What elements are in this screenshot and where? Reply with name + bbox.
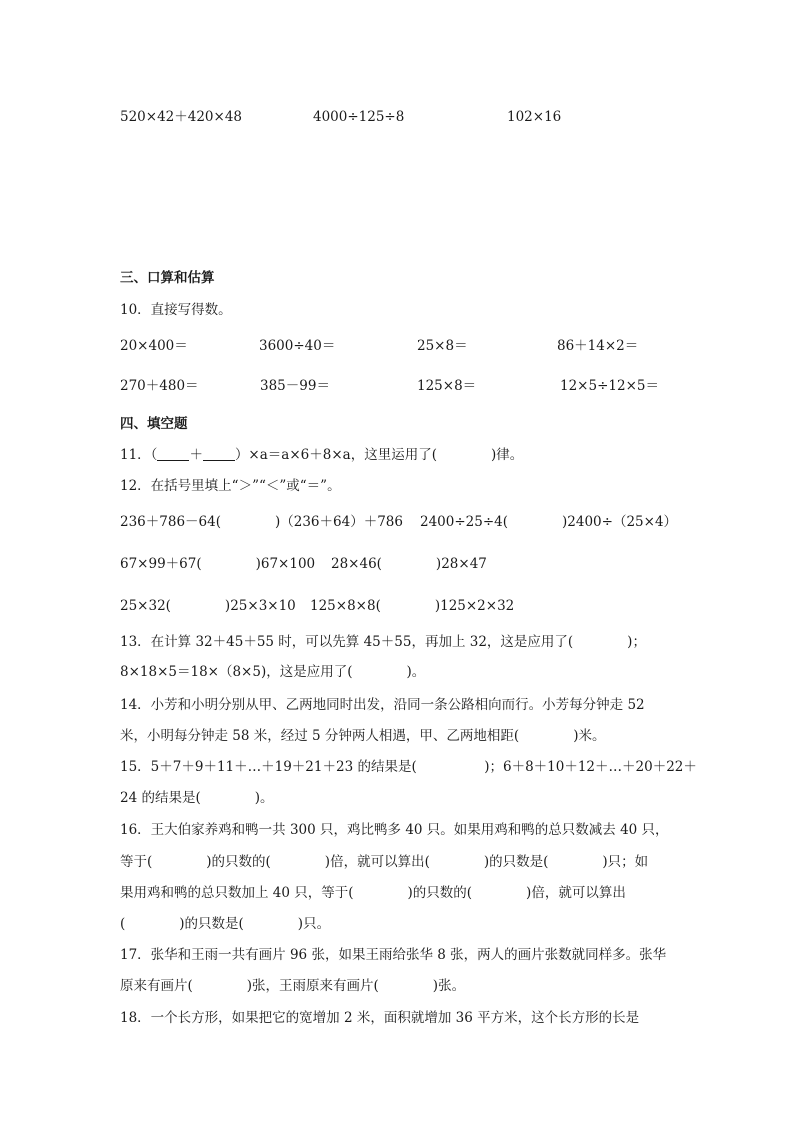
question-15-line-1: 15．5＋7＋9＋11＋…＋19＋21＋23 的结果是( )；6＋8＋10＋12＋…＋20＋22＋ xyxy=(120,759,697,775)
oral-calc-7: 125×8＝ xyxy=(417,378,477,394)
compare-2: 2400÷25÷4( )2400÷（25×4） xyxy=(420,514,678,530)
expr-2: 4000÷125÷8 xyxy=(313,109,405,125)
question-16-line-4: ( )的只数是( )只。 xyxy=(120,916,331,932)
expr-3: 102×16 xyxy=(507,109,562,125)
q11-part-c: ）×a＝a×6＋8×a，这里运用了( )律。 xyxy=(234,447,524,463)
question-13-line-2: 8×18×5＝18×（8×5)，这是应用了( )。 xyxy=(120,664,426,680)
compare-4: 28×46( )28×47 xyxy=(331,556,487,572)
blank-line xyxy=(203,447,235,461)
section-3-heading: 三、口算和估算 xyxy=(120,270,215,286)
oral-calc-6: 385－99＝ xyxy=(260,378,330,394)
question-14-line-2: 米，小明每分钟走 58 米，经过 5 分钟两人相遇，甲、乙两地相距( )米。 xyxy=(120,728,606,744)
question-13-line-1: 13．在计算 32＋45＋55 时，可以先算 45＋55，再加上 32，这是应用了( )； xyxy=(120,634,646,650)
question-11 xyxy=(120,446,523,464)
question-10: 10．直接写得数。 xyxy=(120,302,232,318)
question-16-line-2: 等于( )的只数的( )倍，就可以算出( )的只数是( )只；如 xyxy=(120,854,649,870)
compare-5: 25×32( )25×3×10 xyxy=(120,598,296,614)
question-15-line-2: 24 的结果是( )。 xyxy=(120,790,274,806)
oral-calc-3: 25×8＝ xyxy=(417,338,468,354)
q11-part-b: ＋ xyxy=(189,447,203,463)
oral-calc-4: 86＋14×2＝ xyxy=(557,338,639,354)
question-12: 12．在括号里填上“＞”“＜”或“＝”。 xyxy=(120,478,341,494)
question-14-line-1: 14．小芳和小明分别从甲、乙两地同时出发，沿同一条公路相向而行。小芳每分钟走 52 xyxy=(120,697,645,713)
question-16-line-3: 果用鸡和鸭的总只数加上 40 只，等于( )的只数的( )倍，就可以算出 xyxy=(120,885,626,901)
expr-1: 520×42＋420×48 xyxy=(120,109,243,125)
compare-3: 67×99＋67( )67×100 xyxy=(120,556,316,572)
compare-6: 125×8×8( )125×2×32 xyxy=(310,598,515,614)
section-4-heading: 四、填空题 xyxy=(120,416,188,432)
compare-1: 236＋786－64( )（236＋64）＋786 xyxy=(120,514,403,530)
oral-calc-2: 3600÷40＝ xyxy=(259,338,336,354)
q11-part-a: 11．（ xyxy=(120,447,158,463)
question-17-line-1: 17．张华和王雨一共有画片 96 张，如果王雨给张华 8 张，两人的画片张数就同样多。张华 xyxy=(120,947,667,963)
oral-calc-8: 12×5÷12×5＝ xyxy=(560,378,659,394)
question-17-line-2: 原来有画片( )张，王雨原来有画片( )张。 xyxy=(120,978,466,994)
question-16-line-1: 16．王大伯家养鸡和鸭一共 300 只，鸡比鸭多 40 只。如果用鸡和鸭的总只数减去 40 只， xyxy=(120,822,669,838)
blank-line xyxy=(157,447,189,461)
question-18-line-1: 18．一个长方形，如果把它的宽增加 2 米，面积就增加 36 平方米，这个长方形的长是 xyxy=(120,1010,640,1026)
oral-calc-1: 20×400＝ xyxy=(120,338,188,354)
oral-calc-5: 270＋480＝ xyxy=(120,378,199,394)
